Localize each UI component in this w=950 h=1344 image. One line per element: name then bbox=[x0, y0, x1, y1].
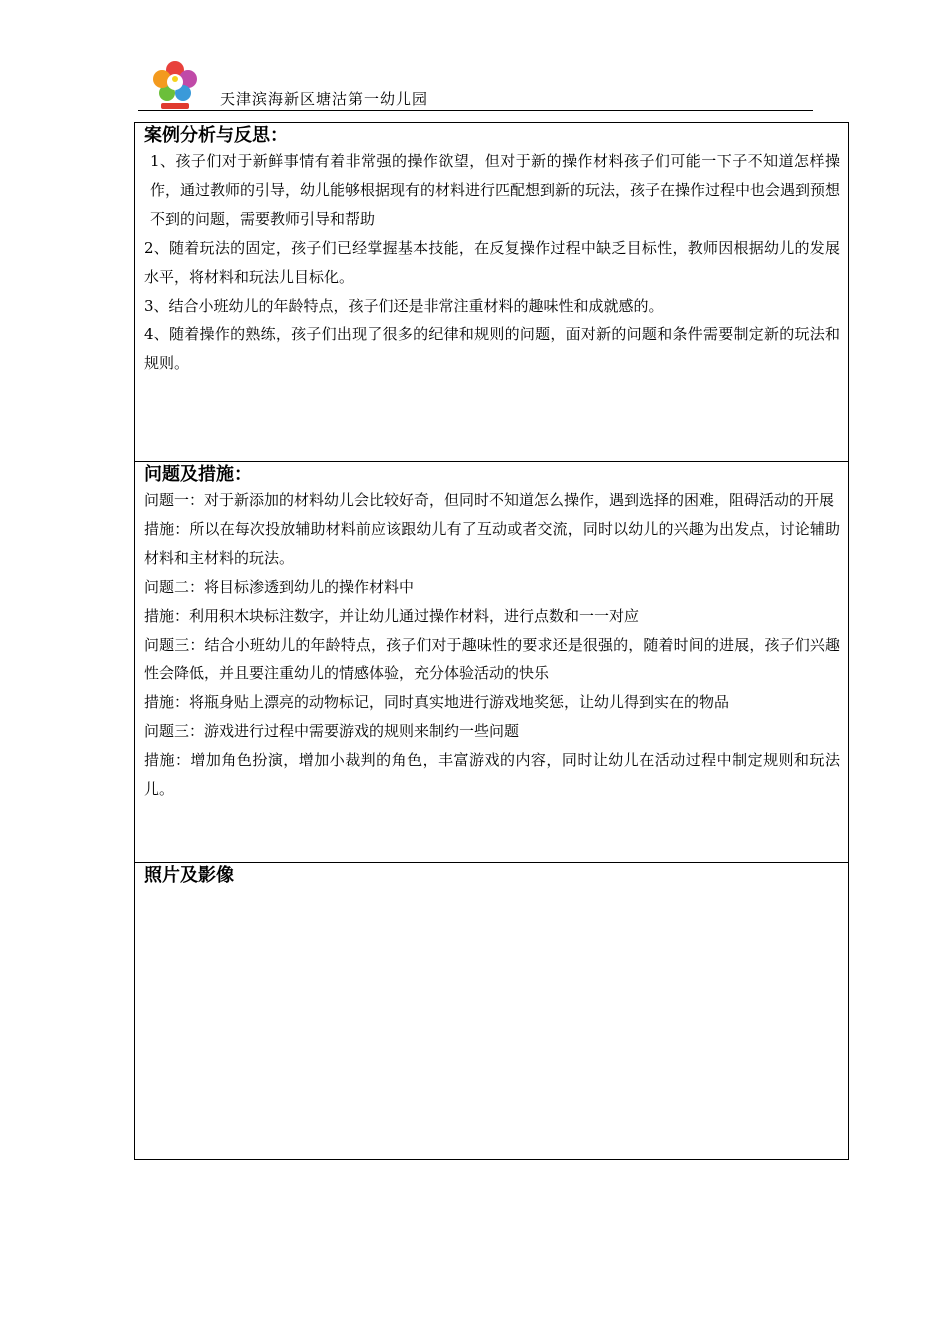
record-table bbox=[134, 122, 849, 1160]
analysis-paragraph: 3、结合小班幼儿的年龄特点，孩子们还是非常注重材料的趣味性和成就感的。 bbox=[144, 296, 664, 315]
measures-paragraph: 措施：增加角色扮演，增加小裁判的角色，丰富游戏的内容，同时让幼儿在活动过程中制定规则和玩法儿。 bbox=[144, 751, 840, 799]
analysis-paragraph: 2、随着玩法的固定，孩子们已经掌握基本技能，在反复操作过程中缺乏目标性，教师因根据幼儿的发展水平，将材料和玩法儿目标化。 bbox=[144, 238, 840, 286]
measures-paragraph: 措施：所以在每次投放辅助材料前应该跟幼儿有了互动或者交流，同时以幼儿的兴趣为出发点，讨论辅助材料和主材料的玩法。 bbox=[144, 519, 840, 567]
photos-title: 照片及影像 bbox=[144, 865, 234, 886]
measures-paragraph: 问题一：对于新添加的材料幼儿会比较好奇，但同时不知道怎么操作，遇到选择的困难，阻碍活动的开展 bbox=[144, 491, 835, 509]
analysis-paragraph: 1、孩子们对于新鲜事情有着非常强的操作欲望，但对于新的操作材料孩子们可能一下子不知道怎样操作，通过教师的引导，幼儿能够根据现有的材料进行匹配想到新的玩法，孩子在操作过程中也会遇到预想不到的问题，需要教师引导和帮助 bbox=[150, 152, 841, 228]
header-divider bbox=[138, 110, 813, 111]
page-header bbox=[138, 58, 813, 112]
analysis-cell bbox=[135, 123, 849, 462]
photos-cell bbox=[135, 863, 849, 1160]
measures-title: 问题及措施： bbox=[144, 464, 252, 485]
measures-paragraph: 措施：将瓶身贴上漂亮的动物标记，同时真实地进行游戏地奖惩，让幼儿得到实在的物品 bbox=[144, 693, 730, 712]
kindergarten-flower-logo bbox=[146, 58, 204, 112]
measures-row bbox=[135, 462, 849, 863]
measures-paragraph: 措施：利用积木块标注数字，并让幼儿通过操作材料，进行点数和一一对应 bbox=[144, 606, 640, 625]
logo-banner bbox=[161, 103, 189, 109]
logo-figure-head bbox=[172, 76, 178, 82]
school-name: 天津滨海新区塘沽第一幼儿园 bbox=[220, 90, 429, 108]
measures-paragraph: 问题二：将目标渗透到幼儿的操作材料中 bbox=[144, 577, 415, 596]
analysis-title: 案例分析与反思： bbox=[144, 125, 288, 146]
measures-paragraph: 问题三：结合小班幼儿的年龄特点，孩子们对于趣味性的要求还是很强的，随着时间的进展，孩子们兴趣性会降低，并且要注重幼儿的情感体验，充分体验活动的快乐 bbox=[144, 635, 840, 683]
analysis-row bbox=[135, 123, 849, 462]
analysis-paragraph: 4、随着操作的熟练，孩子们出现了很多的纪律和规则的问题，面对新的问题和条件需要制定新的玩法和规则。 bbox=[144, 325, 840, 373]
measures-paragraph: 问题三：游戏进行过程中需要游戏的规则来制约一些问题 bbox=[144, 722, 520, 741]
photos-row bbox=[135, 863, 849, 1160]
measures-cell bbox=[135, 462, 849, 863]
